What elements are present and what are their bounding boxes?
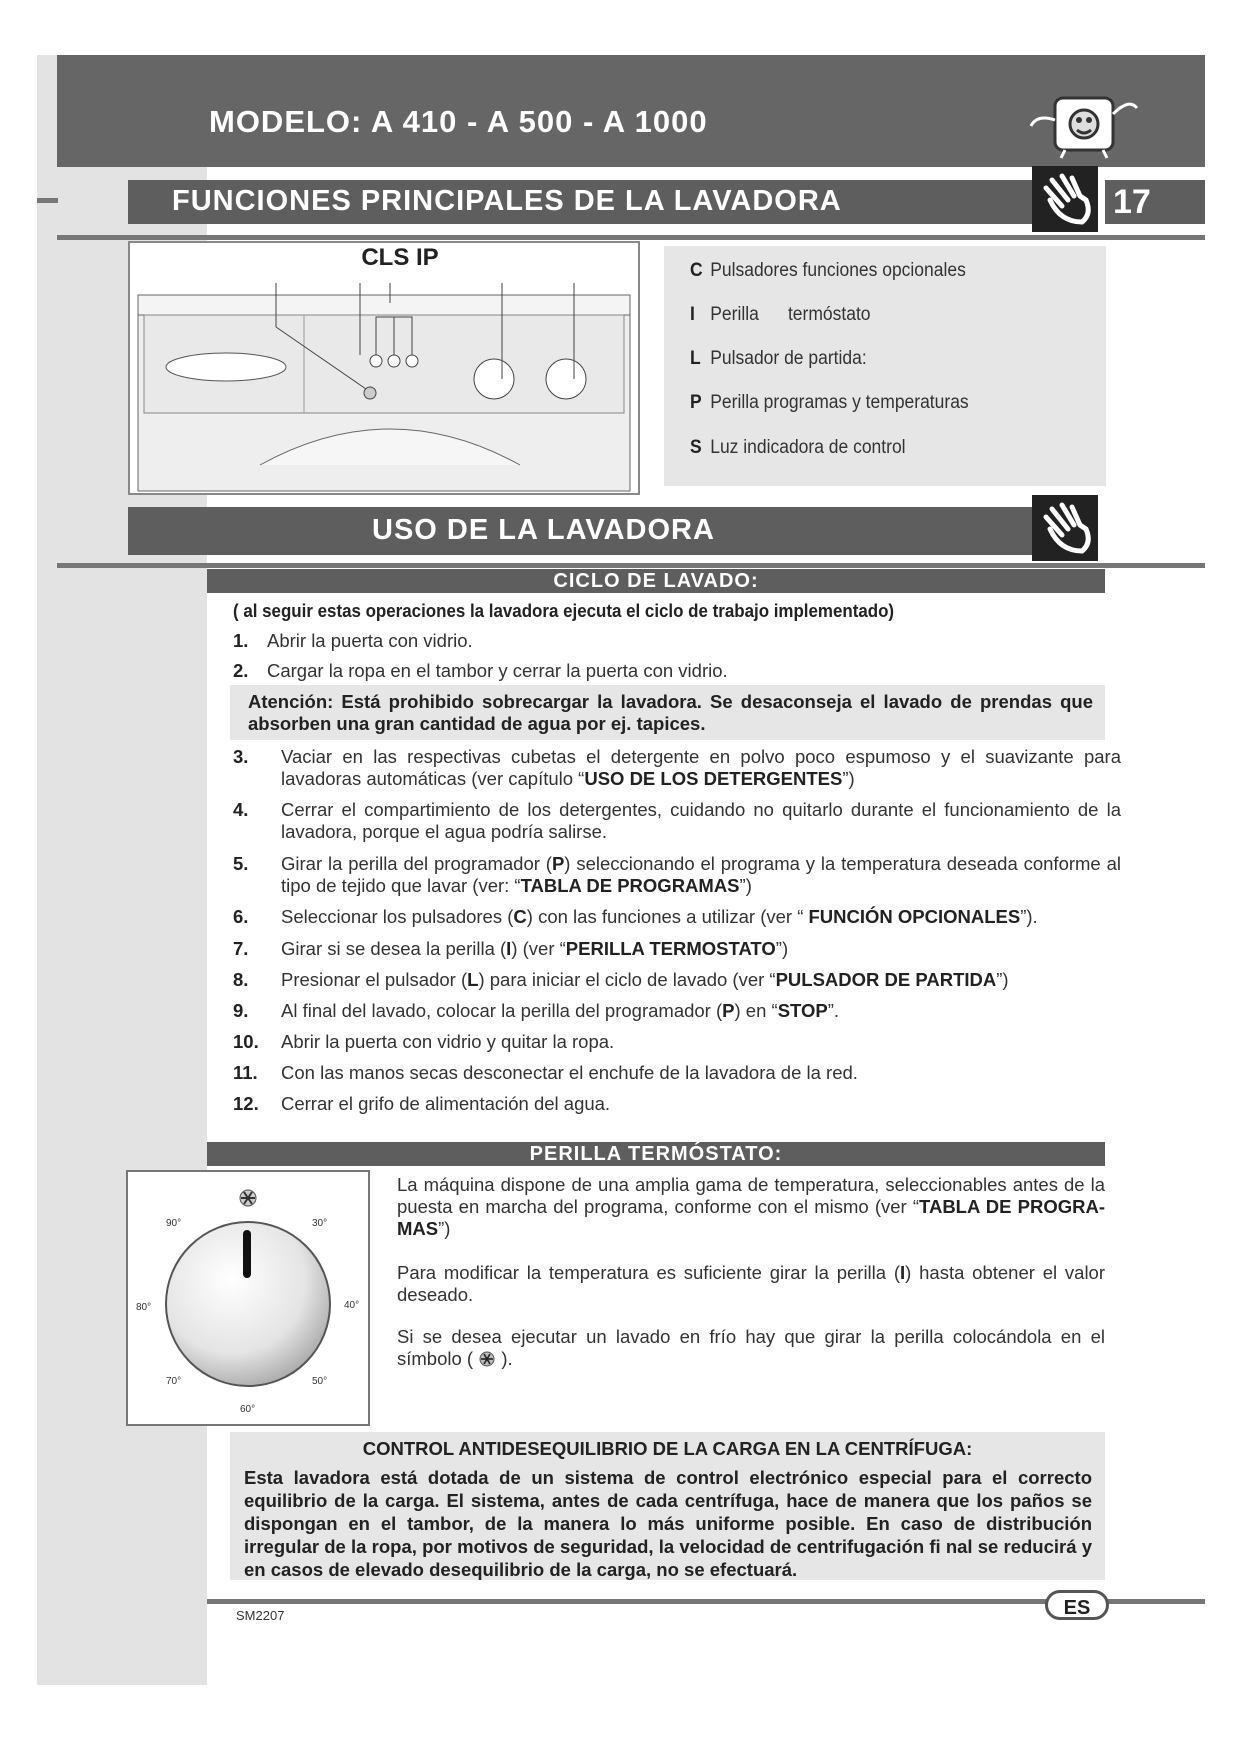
divider-rule	[57, 563, 1205, 568]
section-usage-title: USO DE LA LAVADORA	[372, 514, 715, 546]
hand-icon	[1032, 495, 1098, 561]
divider-rule	[57, 235, 1205, 240]
document-code: SM2207	[236, 1608, 285, 1623]
legend-box	[664, 246, 1106, 486]
overload-warning-text: Atención: Está prohibido sobrecargar la lavadora. Se desaconseja el lavado de prendas que absorben una gran cantidad de agua por ej. tapices.	[248, 691, 1093, 734]
dial-label-90: 90°	[166, 1218, 182, 1229]
thermostat-paragraph-3: Si se desea ejecutar un lavado en frío hay que girar la perilla colocándola en el símbolo ( ).	[397, 1326, 1105, 1369]
legend-item-l: L Pulsador de partida:	[690, 348, 867, 369]
dial-label-60: 60°	[240, 1404, 256, 1415]
legend-item-p: P Perilla programas y temperaturas	[690, 392, 969, 413]
balance-control-title: CONTROL ANTIDESEQUILIBRIO DE LA CARGA EN LA CENTRÍFUGA:	[362, 1438, 973, 1459]
dial-label-30: 30°	[312, 1218, 328, 1229]
section-functions-title: FUNCIONES PRINCIPALES DE LA LAVADORA	[172, 185, 842, 217]
legend-item-i: I Perilla termóstato	[690, 304, 871, 325]
control-panel-diagram	[128, 241, 640, 495]
legend-item-s: S Luz indicadora de control	[690, 437, 906, 458]
overload-warning	[230, 685, 1105, 740]
panel-label: CLS IP	[361, 244, 439, 271]
snowflake-icon	[478, 1351, 496, 1367]
cycle-title-bar: CICLO DE LAVADO:	[207, 569, 1105, 593]
hand-icon	[1032, 166, 1098, 232]
snowflake-icon	[240, 1190, 256, 1206]
legend-item-c: C Pulsadores funciones opcionales	[690, 260, 966, 281]
control-panel-drawing	[130, 243, 638, 493]
section-functions-bar	[128, 180, 1040, 224]
washing-machine-mascot-logo	[1025, 90, 1145, 160]
thermostat-paragraph-2: Para modificar la temperatura es suficiente girar la perilla (I) hasta obtener el valor deseado.	[397, 1262, 1106, 1305]
dial-label-50: 50°	[312, 1376, 328, 1387]
model-title: MODELO: A 410 - A 500 - A 1000	[209, 104, 708, 139]
thermostat-dial-diagram	[126, 1170, 370, 1426]
balance-control-text: Esta lavadora está dotada de un sistema de control electrónico especial para el correcto equilibrio de la carga. El sistema, antes de cada centrífuga, hace de manera que los paños se dispongan en el tambor, de la manera lo más uniforme posible. En caso de distribución irregular de la ropa, por motivos de seguridad, la velocidad de centrifugación fi nal se reducirá y en casos de elevado desequilibrio de la carga, no se efectuará.	[244, 1467, 1092, 1580]
dial-label-80: 80°	[136, 1302, 152, 1313]
balance-control-box	[230, 1432, 1105, 1580]
thermostat-paragraph-1: La máquina dispone de una amplia gama de temperatura, seleccionables antes de la puesta en marcha del programa, conforme con el mismo (ver “TABLA DE PROGRA-MAS”)	[397, 1174, 1105, 1239]
thermostat-dial-drawing	[128, 1172, 368, 1424]
dial-label-70: 70°	[166, 1376, 182, 1387]
page-number: 17	[1105, 180, 1205, 224]
left-tick	[37, 198, 58, 203]
dial-label-40: 40°	[344, 1300, 360, 1311]
section-usage-bar	[128, 507, 1040, 555]
language-badge: ES	[1045, 1590, 1109, 1620]
cycle-intro: ( al seguir estas operaciones la lavadora ejecuta el ciclo de trabajo implementado)	[233, 601, 895, 621]
thermostat-title-bar: PERILLA TERMÓSTATO:	[207, 1142, 1105, 1166]
